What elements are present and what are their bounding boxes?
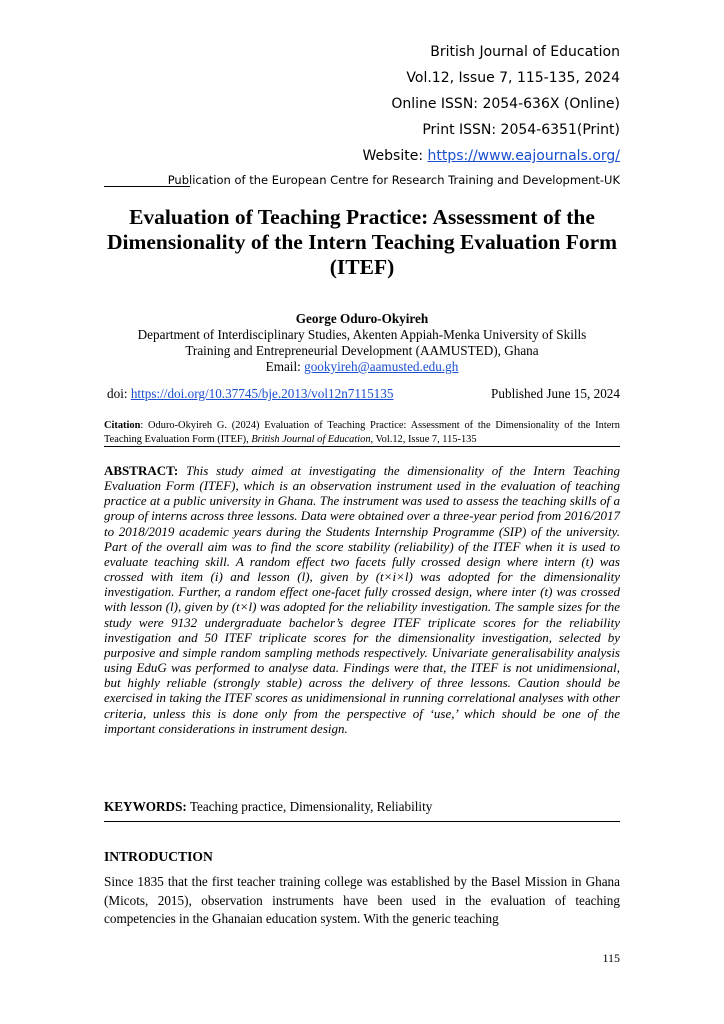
- abstract-block: [104, 463, 620, 736]
- website-link[interactable]: https://www.eajournals.org/: [427, 148, 620, 164]
- online-issn: Online ISSN: 2054-636X (Online): [391, 96, 620, 112]
- website-line: [363, 148, 620, 164]
- email-link[interactable]: gookyireh@aamusted.edu.gh: [304, 359, 459, 374]
- introduction-paragraph: Since 1835 that the first teacher training college was established by the Basel Mission in Ghana (Micots, 2015), observation instruments have been used in the evaluation of teaching competencies in the Ghanaian education system. With the generic teaching: [104, 874, 620, 926]
- paper-title: Evaluation of Teaching Practice: Assessment of the Dimensionality of the Intern Teaching Evaluation Form (ITEF): [106, 205, 618, 279]
- citation-rule: [104, 446, 620, 447]
- citation-text: : Oduro-Okyireh G. (2024) Evaluation of Teaching Practice: Assessment of the Dimensionality of the Intern Teaching Evaluation Form (ITEF),: [104, 420, 620, 445]
- published-date: Published June 15, 2024: [491, 386, 620, 401]
- publisher-line: Publication of the European Centre for Research Training and Development-UK: [167, 173, 620, 187]
- citation-label: Citation: [104, 420, 141, 431]
- introduction-heading: INTRODUCTION: [104, 849, 213, 864]
- doi-line: [107, 386, 393, 402]
- affiliation-line-2: Training and Entrepreneurial Development (AAMUSTED), Ghana: [185, 343, 539, 358]
- print-issn: Print ISSN: 2054-6351(Print): [422, 122, 620, 138]
- email-line: [104, 359, 620, 375]
- author-name: George Oduro-Okyireh: [295, 311, 429, 326]
- keywords-label: KEYWORDS:: [104, 799, 187, 814]
- abstract-label: ABSTRACT:: [104, 463, 179, 478]
- website-label: Website:: [362, 148, 424, 164]
- doi-link[interactable]: https://doi.org/10.37745/bje.2013/vol12n7115135: [130, 386, 394, 401]
- citation-journal: British Journal of Education: [251, 434, 371, 445]
- keywords-rule: [104, 821, 620, 822]
- citation-details: , Vol.12, Issue 7, 115-135: [370, 434, 477, 445]
- journal-name: British Journal of Education: [430, 44, 620, 60]
- affiliation-line-1: Department of Interdisciplinary Studies, Akenten Appiah-Menka University of Skills: [137, 327, 587, 342]
- doi-label: doi:: [107, 386, 128, 401]
- page-number: 115: [602, 951, 620, 965]
- keywords-line: [104, 799, 432, 815]
- abstract-text: This study aimed at investigating the dimensionality of the Intern Teaching Evaluation Form (ITEF), which is an observation instrument used in the evaluation of teaching practice at a public university in Ghana. The instrument was used to assess the teaching skills of a group of interns across three lessons. Data were obtained over a three-year period from 2016/2017 to 2018/2019 academic years during the Students Internship Programme (SIP) of the university. Part of the overall aim was to find the score stability (reliability) of the ITEF when it is used to evaluate teaching skill. A random effect two facets fully crossed design where intern (t) was crossed with item (i) and lesson (l), given by (t×i×l) was adopted for the dimensionality investigation. Further, a random effect one-facet fully crossed design, where inter (t) was crossed with lesson (l), given by (t×l) was adopted for the reliability investigation. The sample sizes for the study were 9132 undergraduate bachelor’s degree ITEF triplicate scores for the reliability investigation and 50 ITEF triplicate scores for the dimensionality investigation, selected by purposive and simple random sampling methods respectively. Univariate generalisability analysis using EduG was performed to analyse data. Findings were that, the ITEF is not unidimensional, but highly reliable (strongly stable) across the delivery of three lessons. Caution should be exercised in taking the ITEF scores as unidimensional in running correlational analyses with other criteria, unless this is done only from the perspective of ‘use,’ which should be one of the important considerations in instrument design.: [104, 463, 620, 736]
- keywords-text: Teaching practice, Dimensionality, Reliability: [189, 799, 433, 814]
- journal-volume: Vol.12, Issue 7, 115-135, 2024: [406, 70, 620, 86]
- email-label: Email:: [265, 359, 301, 374]
- citation-block: [104, 419, 620, 447]
